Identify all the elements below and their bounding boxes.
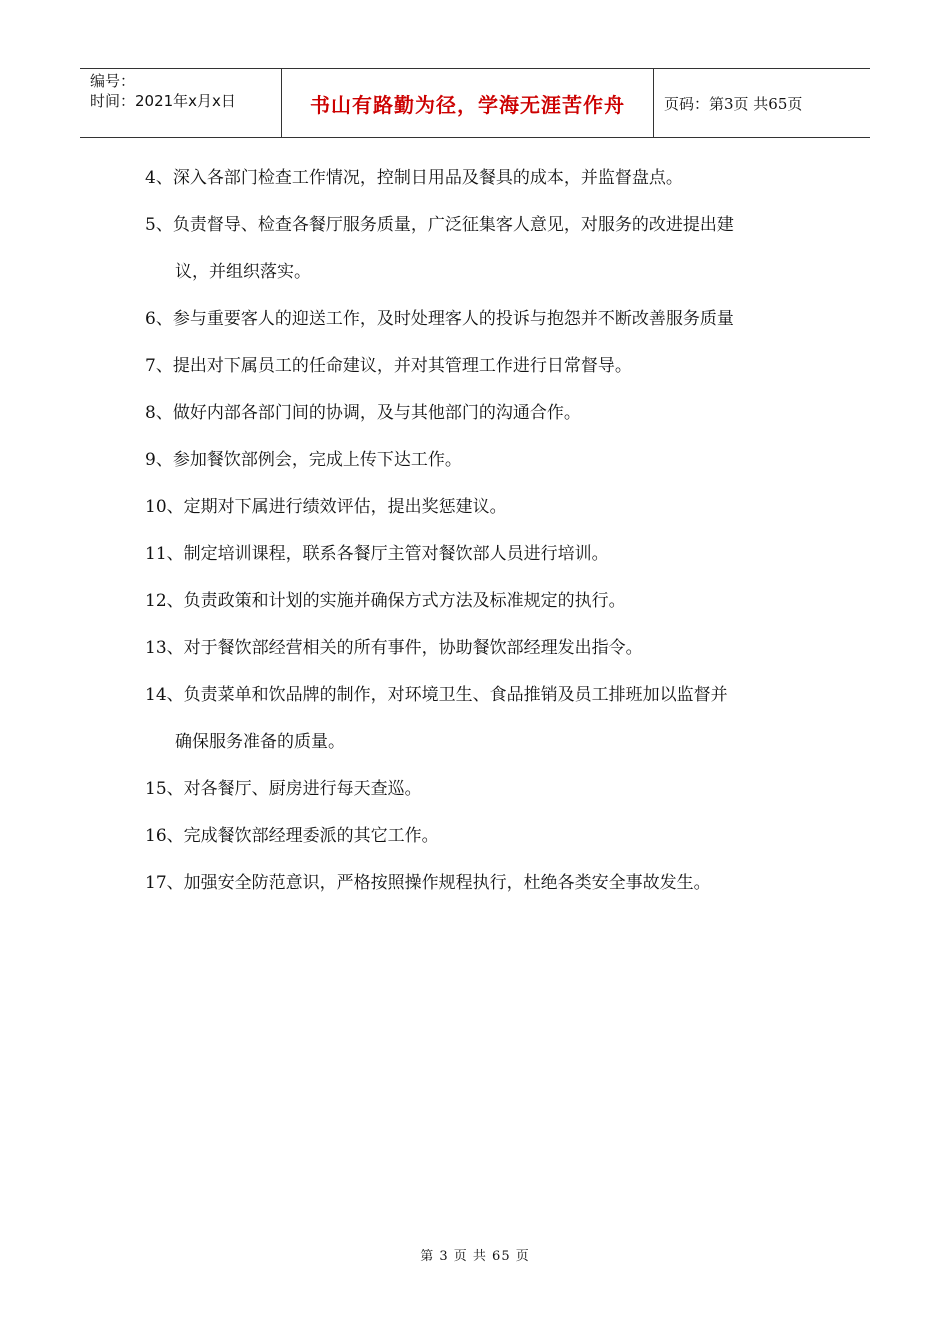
list-item: 8、做好内部各部门间的协调，及与其他部门的沟通合作。 — [145, 403, 581, 423]
header-meta — [80, 69, 282, 137]
list-item: 17、加强安全防范意识，严格按照操作规程执行，杜绝各类安全事故发生。 — [145, 873, 711, 893]
list-item: 14、负责菜单和饮品牌的制作，对环境卫生、食品推销及员工排班加以监督并 确保服务准备的质量。 — [145, 685, 728, 752]
list-item: 11、制定培训课程，联系各餐厅主管对餐饮部人员进行培训。 — [145, 544, 609, 564]
header-motto: 书山有路勤为径，学海无涯苦作舟 — [282, 69, 654, 137]
list-item: 5、负责督导、检查各餐厅服务质量，广泛征集客人意见，对服务的改进提出建 议，并组织落实。 — [145, 215, 734, 282]
list-item: 7、提出对下属员工的任命建议，并对其管理工作进行日常督导。 — [145, 356, 632, 376]
list-item: 15、对各餐厅、厨房进行每天查巡。 — [145, 779, 422, 799]
list-item: 13、对于餐饮部经营相关的所有事件，协助餐饮部经理发出指令。 — [145, 638, 643, 658]
number-label: 编号： — [90, 72, 136, 90]
page-header — [80, 68, 870, 138]
list-item: 9、参加餐饮部例会，完成上传下达工作。 — [145, 450, 462, 470]
duty-list — [145, 155, 825, 907]
time-label: 时间：2021年x月x日 — [90, 92, 236, 110]
page-footer: 第 3 页 共 65 页 — [420, 1249, 530, 1264]
list-item: 4、深入各部门检查工作情况，控制日用品及餐具的成本，并监督盘点。 — [145, 168, 683, 188]
list-item: 6、参与重要客人的迎送工作，及时处理客人的投诉与抱怨并不断改善服务质量 — [145, 309, 734, 329]
list-item: 12、负责政策和计划的实施并确保方式方法及标准规定的执行。 — [145, 591, 626, 611]
header-page-info: 页码：第3页 共65页 — [664, 94, 803, 113]
list-item: 10、定期对下属进行绩效评估，提出奖惩建议。 — [145, 497, 507, 517]
list-item: 16、完成餐饮部经理委派的其它工作。 — [145, 826, 439, 846]
